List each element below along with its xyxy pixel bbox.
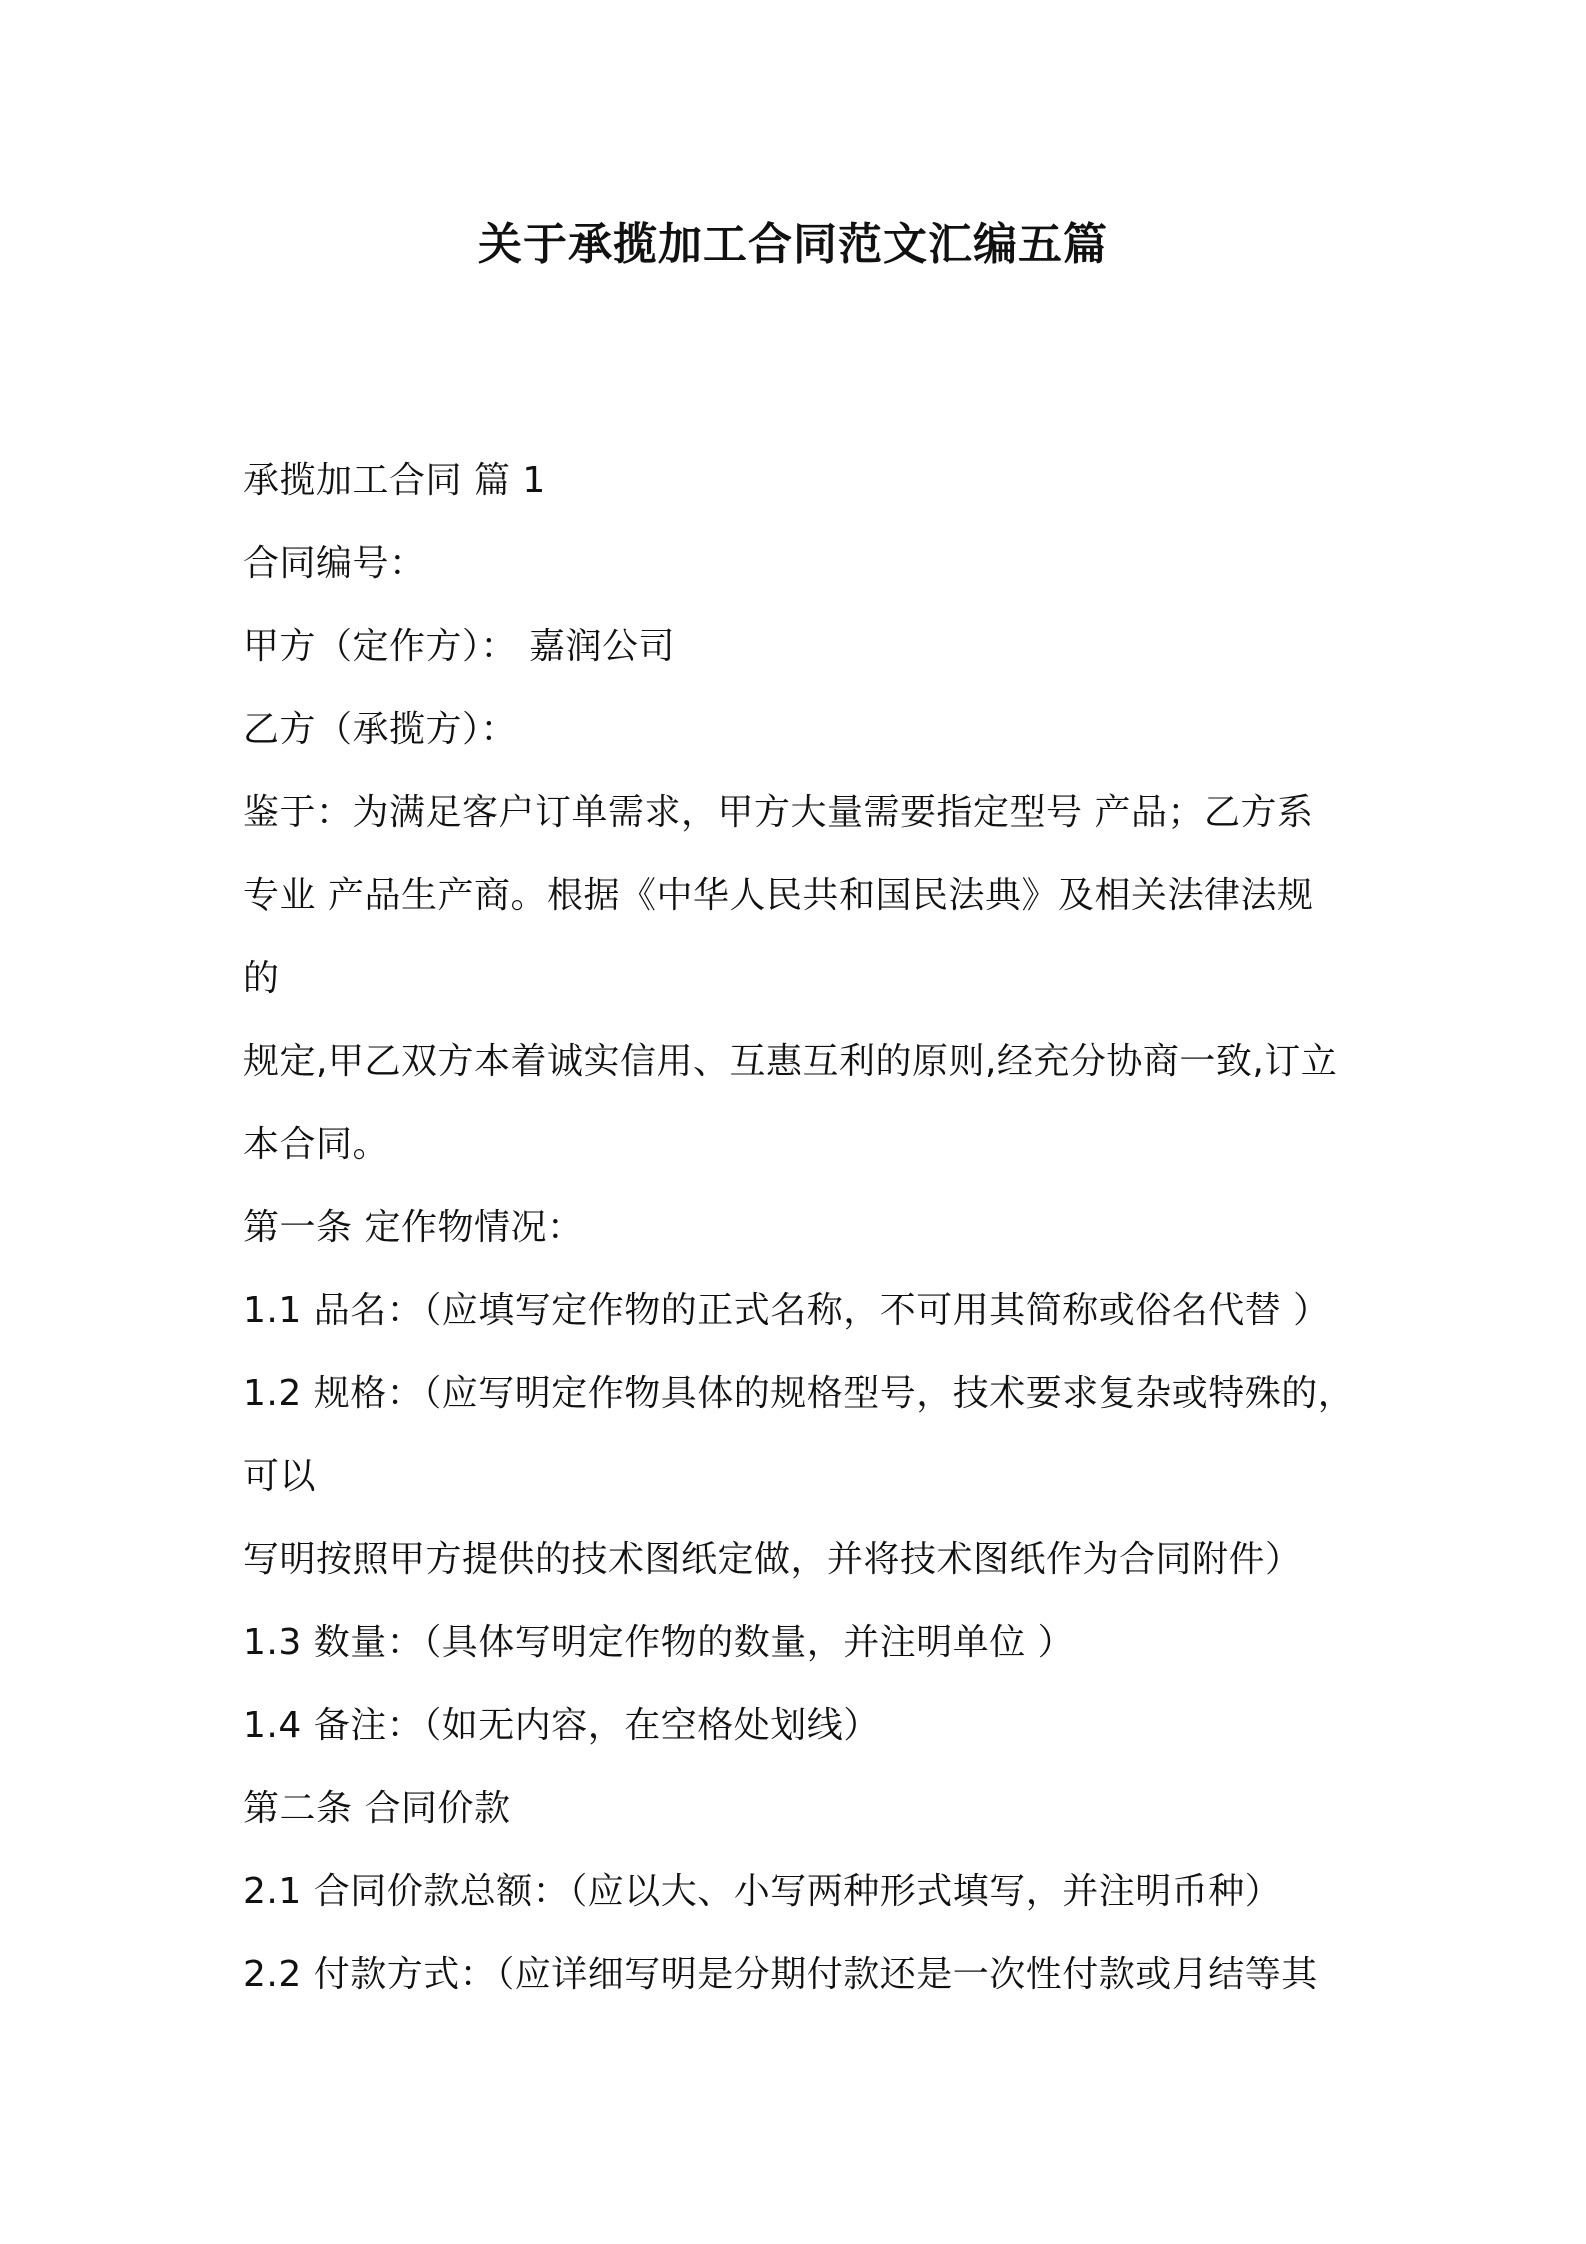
party-a-line: 甲方（定作方）： 嘉润公司 bbox=[243, 626, 675, 667]
clause-2-1: 2.1 合同价款总额：（应以大、小写两种形式填写，并注明币种） bbox=[243, 1871, 1282, 1912]
preamble-line-4: 规定,甲乙双方本着诚实信用、互惠互利的原则,经充分协商一致,订立 bbox=[243, 1041, 1338, 1082]
clause-2-2: 2.2 付款方式：（应详细写明是分期付款还是一次性付款或月结等其 bbox=[243, 1954, 1318, 1995]
clause-1-1: 1.1 品名：（应填写定作物的正式名称，不可用其简称或俗名代替 ） bbox=[243, 1290, 1330, 1331]
article-1-heading: 第一条 定作物情况： bbox=[243, 1207, 584, 1248]
clause-1-4: 1.4 备注：（如无内容，在空格处划线） bbox=[243, 1705, 880, 1746]
contract-number-line: 合同编号： bbox=[243, 543, 426, 584]
preamble-line-5: 本合同。 bbox=[243, 1124, 390, 1165]
section-heading-contract-1: 承揽加工合同 篇 1 bbox=[243, 460, 546, 501]
clause-1-2-cont-2: 写明按照甲方提供的技术图纸定做，并将技术图纸作为合同附件） bbox=[243, 1539, 1302, 1580]
clause-1-3: 1.3 数量：（具体写明定作物的数量，并注明单位 ） bbox=[243, 1622, 1075, 1663]
preamble-line-2: 专业 产品生产商。根据《中华人民共和国民法典》及相关法律法规 bbox=[243, 875, 1314, 916]
preamble-line-1: 鉴于：为满足客户订单需求，甲方大量需要指定型号 产品；乙方系 bbox=[243, 792, 1314, 833]
article-2-heading: 第二条 合同价款 bbox=[243, 1788, 511, 1829]
clause-1-2: 1.2 规格：（应写明定作物具体的规格型号，技术要求复杂或特殊的， bbox=[243, 1373, 1355, 1414]
preamble-line-3: 的 bbox=[243, 958, 280, 999]
party-b-line: 乙方（承揽方）： bbox=[243, 709, 518, 750]
clause-1-2-cont-1: 可以 bbox=[243, 1456, 317, 1497]
document-title: 关于承揽加工合同范文汇编五篇 bbox=[478, 219, 1108, 270]
